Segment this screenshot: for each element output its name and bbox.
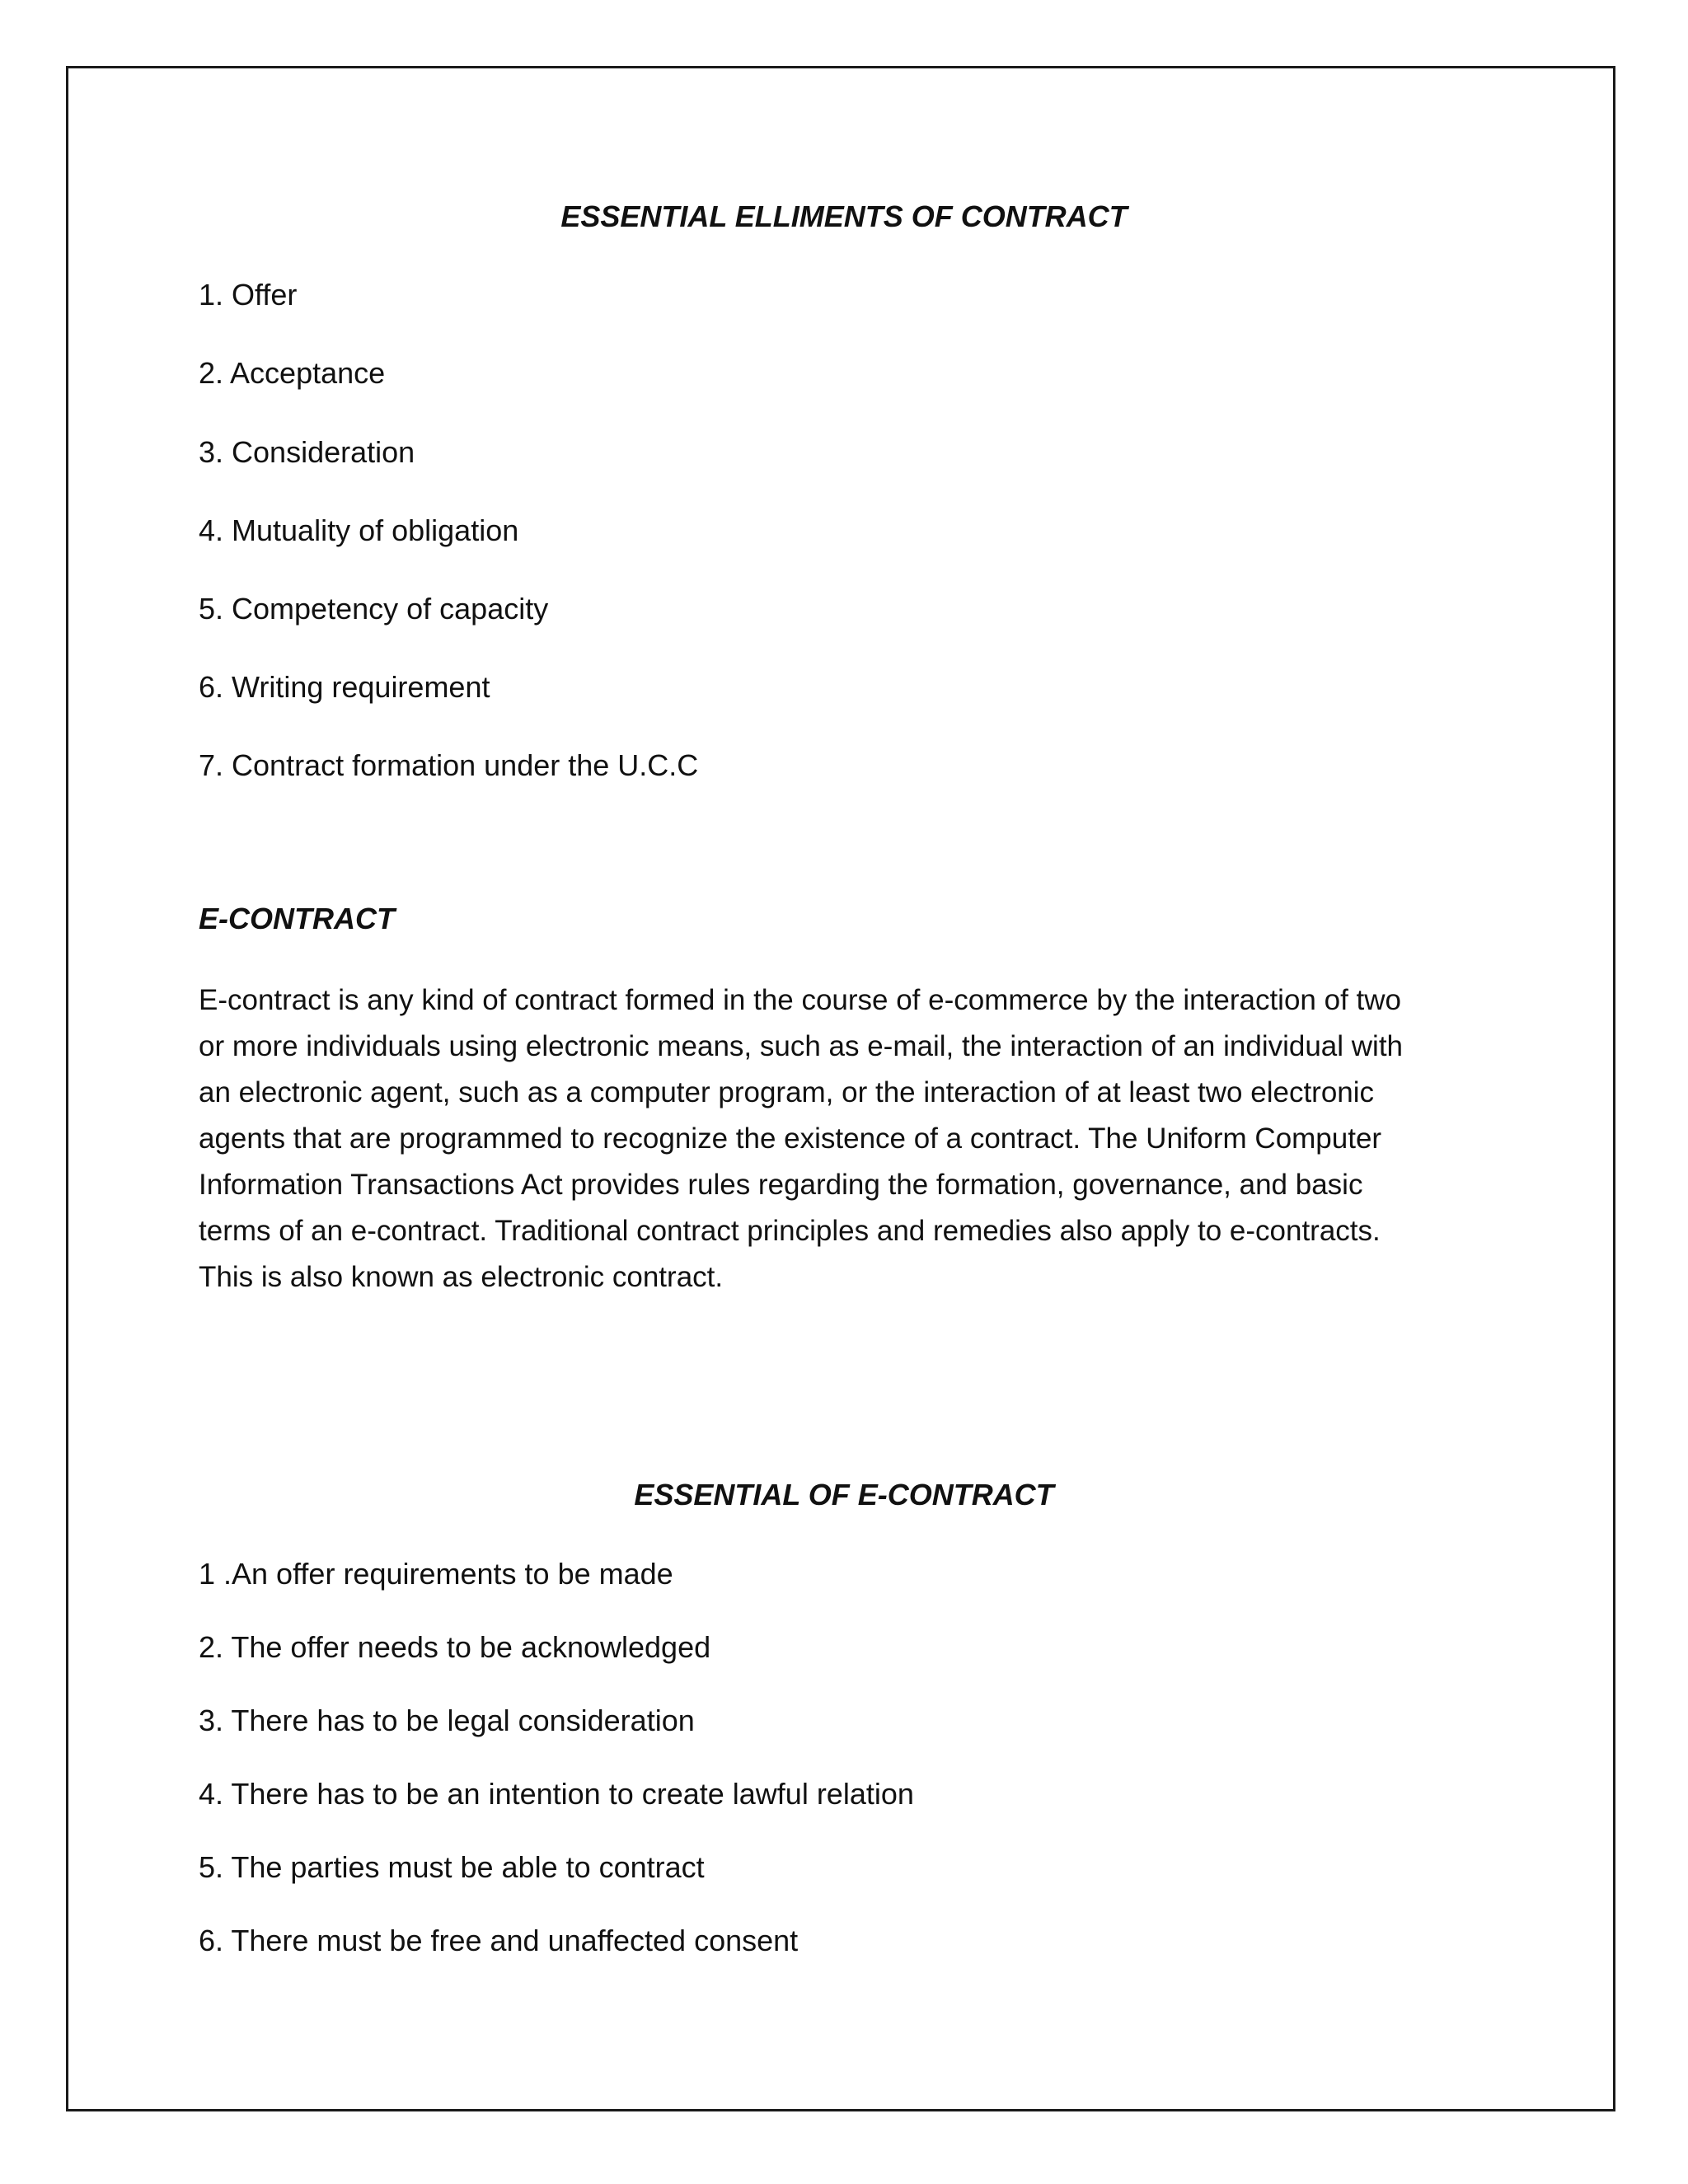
list-item: 2. Acceptance	[199, 356, 386, 390]
paragraph-line: Information Transactions Act provides rules regarding the formation, governance, and basic	[199, 1169, 1363, 1201]
paragraph-line: agents that are programmed to recognize the existence of a contract. The Uniform Computer	[199, 1122, 1382, 1155]
list-item: 3. Consideration	[199, 435, 415, 469]
e-contract-paragraph	[199, 977, 1501, 1301]
paragraph-line: an electronic agent, such as a computer program, or the interaction of at least two electronic	[199, 1076, 1375, 1108]
paragraph-line: This is also known as electronic contract.	[199, 1261, 724, 1293]
section-title-essential-of-e-contract: ESSENTIAL OF E-CONTRACT	[634, 1478, 1054, 1511]
list-item: 5. The parties must be able to contract	[199, 1850, 705, 1884]
list-item: 7. Contract formation under the U.C.C	[199, 748, 699, 782]
list-item: 4. Mutuality of obligation	[199, 513, 519, 547]
list-item: 3. There has to be legal consideration	[199, 1704, 695, 1737]
section-title-e-contract: E-CONTRACT	[199, 902, 395, 935]
list-item: 4. There has to be an intention to create lawful relation	[199, 1777, 914, 1811]
paragraph-line: E-contract is any kind of contract formed in the course of e-commerce by the interaction of two	[199, 984, 1401, 1016]
list-item: 1 .An offer requirements to be made	[199, 1557, 673, 1591]
paragraph-line: or more individuals using electronic means, such as e-mail, the interaction of an individual with	[199, 1030, 1404, 1062]
paragraph-line: terms of an e-contract. Traditional contract principles and remedies also apply to e-contracts.	[199, 1215, 1381, 1247]
list-item: 6. Writing requirement	[199, 670, 490, 704]
section-title-essential-elements: ESSENTIAL ELLIMENTS OF CONTRACT	[560, 199, 1128, 233]
list-item: 5. Competency of capacity	[199, 592, 549, 626]
list-item: 1. Offer	[199, 278, 298, 312]
list-item: 6. There must be free and unaffected consent	[199, 1924, 799, 1957]
list-item: 2. The offer needs to be acknowledged	[199, 1630, 711, 1664]
